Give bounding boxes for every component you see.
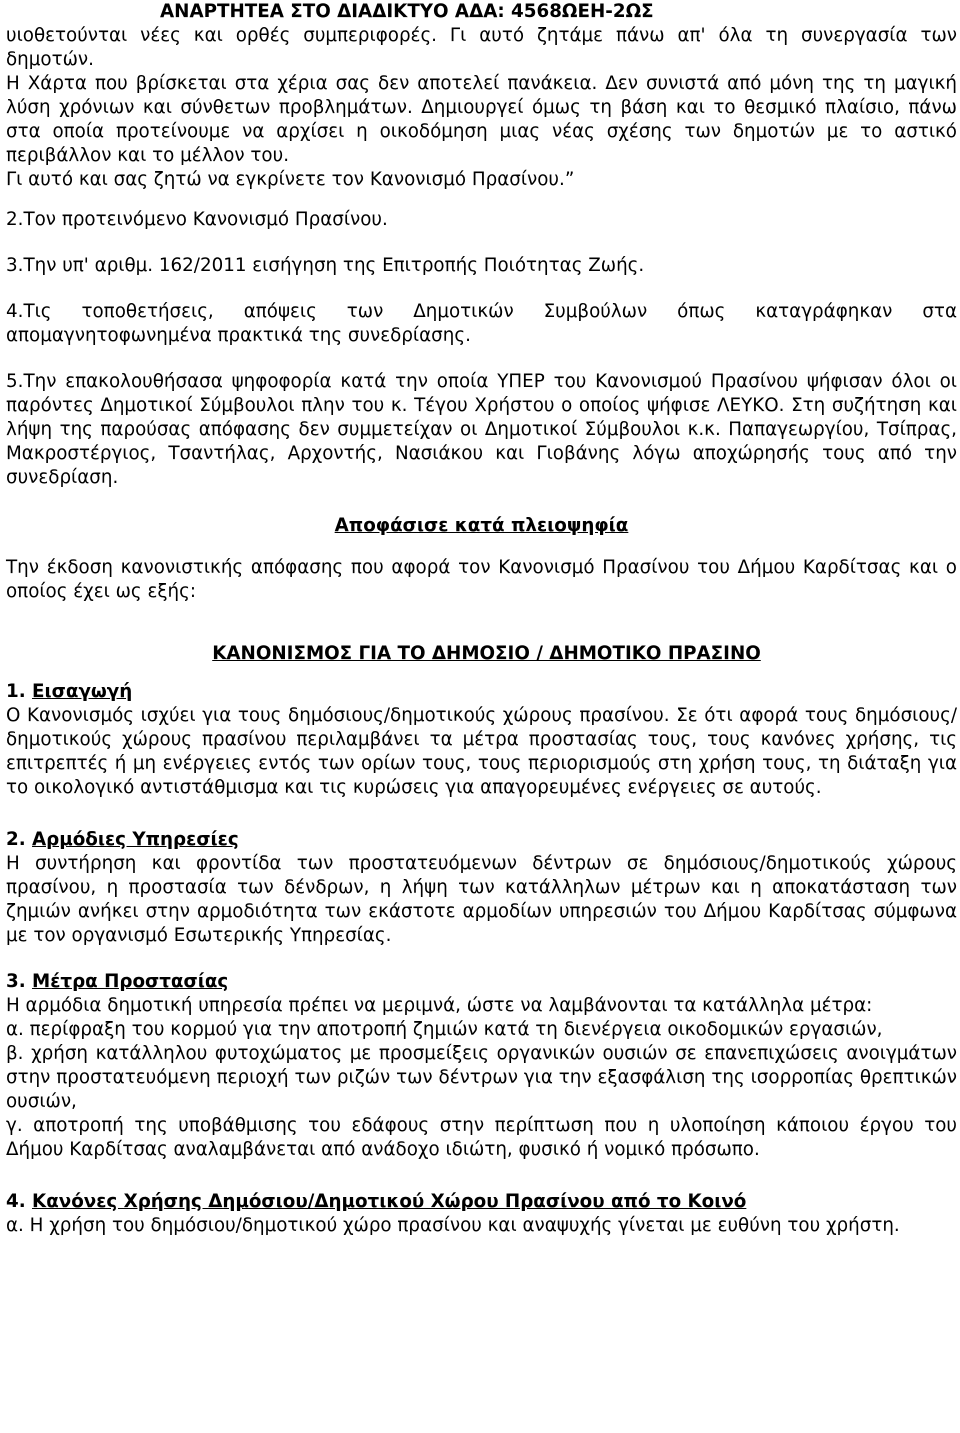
section-3-text: Η αρμόδια δημοτική υπηρεσία πρέπει να μεριμνά, ώστε να λαμβάνονται τα κατάλληλα μέτρα: xyxy=(6,995,873,1016)
section-3-item-b: β. χρήση κατάλληλου φυτοχώματος με προσμείξεις οργανικών ουσιών σε επανεπιχώσεις ανοιγμάτων στην προστατευόμενη περιοχή των ριζών των δέντρων για την εξασφάλιση της ισορροπίας θρεπτικών ουσιών, xyxy=(6,1043,957,1112)
consideration-item-3: 3.Την υπ' αριθμ. 162/2011 εισήγηση της Επιτροπής Ποιότητας Ζωής. xyxy=(6,255,645,276)
section-3-title: Μέτρα Προστασίας xyxy=(32,971,229,992)
section-3-number: 3. xyxy=(6,971,33,992)
section-3-item-a: α. περίφραξη του κορμού για την αποτροπή ζημιών κατά τη διενέργεια οικοδομικών εργασιών, xyxy=(6,1019,883,1040)
section-2-heading xyxy=(6,828,957,852)
section-1-text: Ο Κανονισμός ισχύει για τους δημόσιους/δημοτικούς χώρους πρασίνου. Σε ότι αφορά τους δημόσιους/δημοτικούς χώρους πρασίνου περιλαμβάνει τα μέτρα προστασίας τους, τους κανόνες χρήσης, τις επιτρεπτές ή μη ενέργειες εντός των ορίων τους, τους περιορισμούς στη χρήση τους, τη διάταξη για το οικολογικό αντιστάθμισμα και τις κυρώσεις για απαγορευμένες ενέργειες σε αυτούς. xyxy=(6,705,957,798)
section-4-heading xyxy=(6,1190,957,1214)
section-1-number: 1. xyxy=(6,681,33,702)
section-1-title: Εισαγωγή xyxy=(32,681,133,702)
decision-title: Αποφάσισε κατά πλειοψηφία xyxy=(334,515,629,536)
section-3-heading xyxy=(6,970,957,994)
intro-paragraph-2: Η Χάρτα που βρίσκεται στα χέρια σας δεν αποτελεί πανάκεια. Δεν συνιστά από μόνη της τη μαγική λύση χρόνιων και σύνθετων προβλημάτων. Δημιουργεί όμως τη βάση και το θεσμικό πλαίσιο, πάνω στα οποία προτείνουμε να αρχίσει η οικοδόμηση μιας νέας σχέσης των δημοτών με το αστικό περιβάλλον και το μέλλον του. xyxy=(6,73,957,166)
decision-text: Την έκδοση κανονιστικής απόφασης που αφορά τον Κανονισμό Πρασίνου του Δήμου Καρδίτσας και ο οποίος έχει ως εξής: xyxy=(6,557,957,602)
consideration-item-5: 5.Την επακολουθήσασα ψηφοφορία κατά την οποία ΥΠΕΡ του Κανονισμού Πρασίνου ψήφισαν όλοι οι παρόντες Δημοτικοί Σύμβουλοι πλην του κ. Τέγου Χρήστου ο οποίος ψήφισε ΛΕΥΚΟ. Στη συζήτηση και λήψη της παρούσας απόφασης δεν συμμετείχαν οι Δημοτικοί Σύμβουλοι κ.κ. Παπαγεωργίου, Τσίπρας, Μακροστέργιος, Τσαντήλας, Αρχοντής, Νασιάκου και Γιοβάνης λόγω αποχώρησής τους από την συνεδρίαση. xyxy=(6,371,957,488)
ada-header: ΑΝΑΡΤΗΤΕΑ ΣΤΟ ΔΙΑΔΙΚΤΥΟ ΑΔΑ: 4568ΩΕΗ-2ΩΣ xyxy=(160,1,654,22)
intro-paragraph-3: Γι αυτό και σας ζητώ να εγκρίνετε τον Κανονισμό Πρασίνου.” xyxy=(6,169,575,190)
consideration-item-2: 2.Τον προτεινόμενο Κανονισμό Πρασίνου. xyxy=(6,209,388,230)
section-4-number: 4. xyxy=(6,1191,33,1212)
section-2-text: Η συντήρηση και φροντίδα των προστατευόμενων δέντρων σε δημόσιους/δημοτικούς χώρους πρασίνου, η προστασία των δένδρων, η λήψη των κατάλληλων μέτρων και η αποκατάσταση των ζημιών ανήκει στην αρμοδιότητα των εκάστοτε αρμοδίων υπηρεσιών του Δήμου Καρδίτσας σύμφωνα με τον οργανισμό Εσωτερικής Υπηρεσίας. xyxy=(6,853,957,946)
section-1-heading xyxy=(6,680,957,704)
section-2-title: Αρμόδιες Υπηρεσίες xyxy=(32,829,239,850)
regulation-title: ΚΑΝΟΝΙΣΜΟΣ ΓΙΑ ΤΟ ΔΗΜΟΣΙΟ / ΔΗΜΟΤΙΚΟ ΠΡΑΣΙΝΟ xyxy=(212,643,761,664)
section-3-item-c: γ. αποτροπή της υποβάθμισης του εδάφους στην περίπτωση που η υλοποίηση κάποιου έργου του Δήμου Καρδίτσας αναλαμβάνεται από ανάδοχο ιδιώτη, φυσικό ή νομικό πρόσωπο. xyxy=(6,1115,957,1160)
section-4-title: Κανόνες Χρήσης Δημόσιου/Δημοτικού Χώρου Πρασίνου από το Κοινό xyxy=(32,1191,747,1212)
section-4-item-a: α. Η χρήση του δημόσιου/δημοτικού χώρο πρασίνου και αναψυχής γίνεται με ευθύνη του χρήστη. xyxy=(6,1215,900,1236)
consideration-item-4: 4.Τις τοποθετήσεις, απόψεις των Δημοτικών Συμβούλων όπως καταγράφηκαν στα απομαγνητοφωνημένα πρακτικά της συνεδρίασης. xyxy=(6,301,957,346)
section-2-number: 2. xyxy=(6,829,33,850)
intro-paragraph-1: υιοθετούνται νέες και ορθές συμπεριφορές. Γι αυτό ζητάμε πάνω απ' όλα τη συνεργασία των δημοτών. xyxy=(6,25,957,70)
